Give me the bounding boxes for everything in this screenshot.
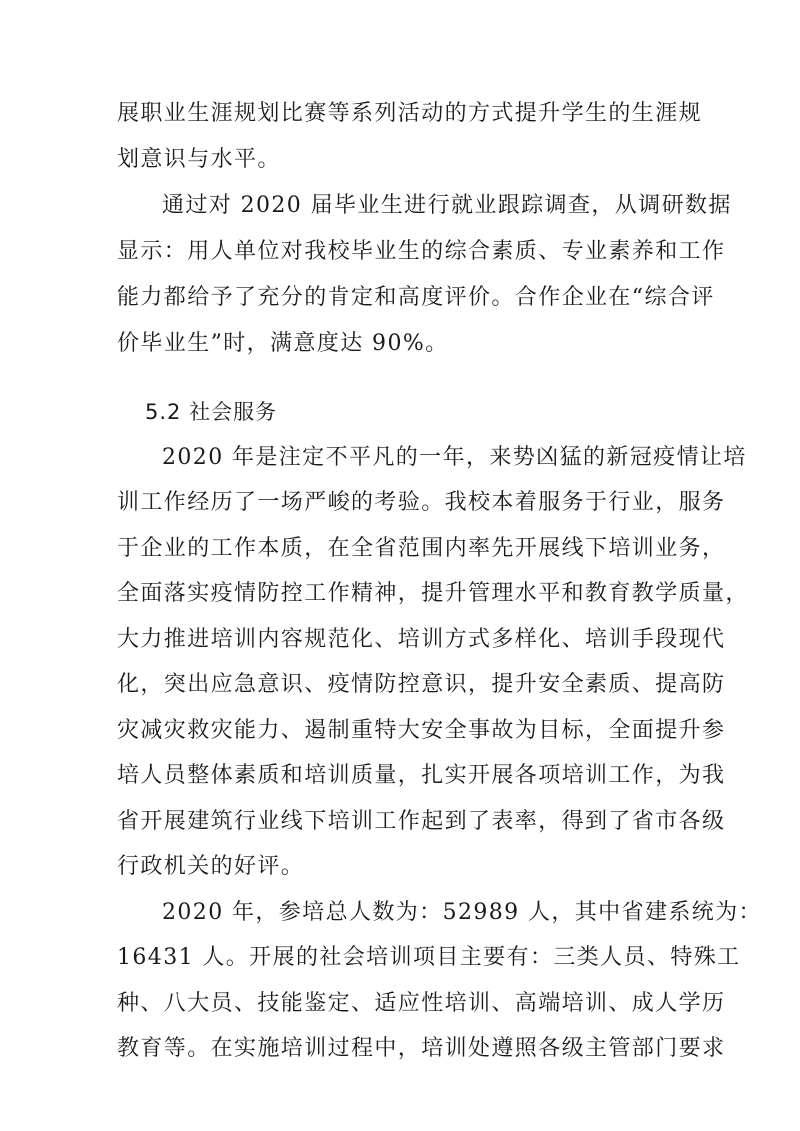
paragraph-line: 于企业的工作本质，在全省范围内率先开展线下培训业务， — [117, 536, 726, 561]
paragraph-line: 化，突出应急意识、疫情防控意识，提升安全素质、提高防 — [117, 672, 726, 697]
paragraph-line: 2020 年是注定不平凡的一年，来势凶猛的新冠疫情让培 — [162, 445, 747, 470]
paragraph-line: 训工作经历了一场严峻的考验。我校本着服务于行业，服务 — [117, 490, 726, 515]
paragraph-line: 2020 年，参培总人数为：52989 人，其中省建系统为： — [162, 900, 762, 925]
paragraph-line: 全面落实疫情防控工作精神，提升管理水平和教育教学质量， — [117, 581, 749, 606]
paragraph-line: 培人员整体素质和培训质量，扎实开展各项培训工作，为我 — [117, 763, 726, 788]
paragraph-line: 灾减灾救灾能力、遏制重特大安全事故为目标，全面提升参 — [117, 718, 726, 743]
paragraph-line: 16431 人。开展的社会培训项目主要有：三类人员、特殊工 — [117, 945, 741, 970]
paragraph-line: 展职业生涯规划比赛等系列活动的方式提升学生的生涯规 — [117, 101, 703, 126]
paragraph-line: 省开展建筑行业线下培训工作起到了表率，得到了省市各级 — [117, 809, 726, 834]
paragraph-line: 能力都给予了充分的肯定和高度评价。合作企业在“综合评 — [117, 285, 715, 310]
paragraph-line: 大力推进培训内容规范化、培训方式多样化、培训手段现代 — [117, 627, 726, 652]
paragraph-line: 划意识与水平。 — [117, 147, 281, 172]
paragraph-line: 种、八大员、技能鉴定、适应性培训、高端培训、成人学历 — [117, 991, 726, 1016]
paragraph-line: 价毕业生”时，满意度达 90%。 — [117, 331, 449, 356]
paragraph-line: 显示：用人单位对我校毕业生的综合素质、专业素养和工作 — [117, 239, 726, 264]
paragraph-line: 行政机关的好评。 — [117, 854, 305, 879]
paragraph-line: 通过对 2020 届毕业生进行就业跟踪调查，从调研数据 — [162, 193, 732, 218]
paragraph-line: 教育等。在实施培训过程中，培训处遵照各级主管部门要求 — [117, 1036, 726, 1061]
section-heading: 5.2 社会服务 — [145, 400, 278, 424]
